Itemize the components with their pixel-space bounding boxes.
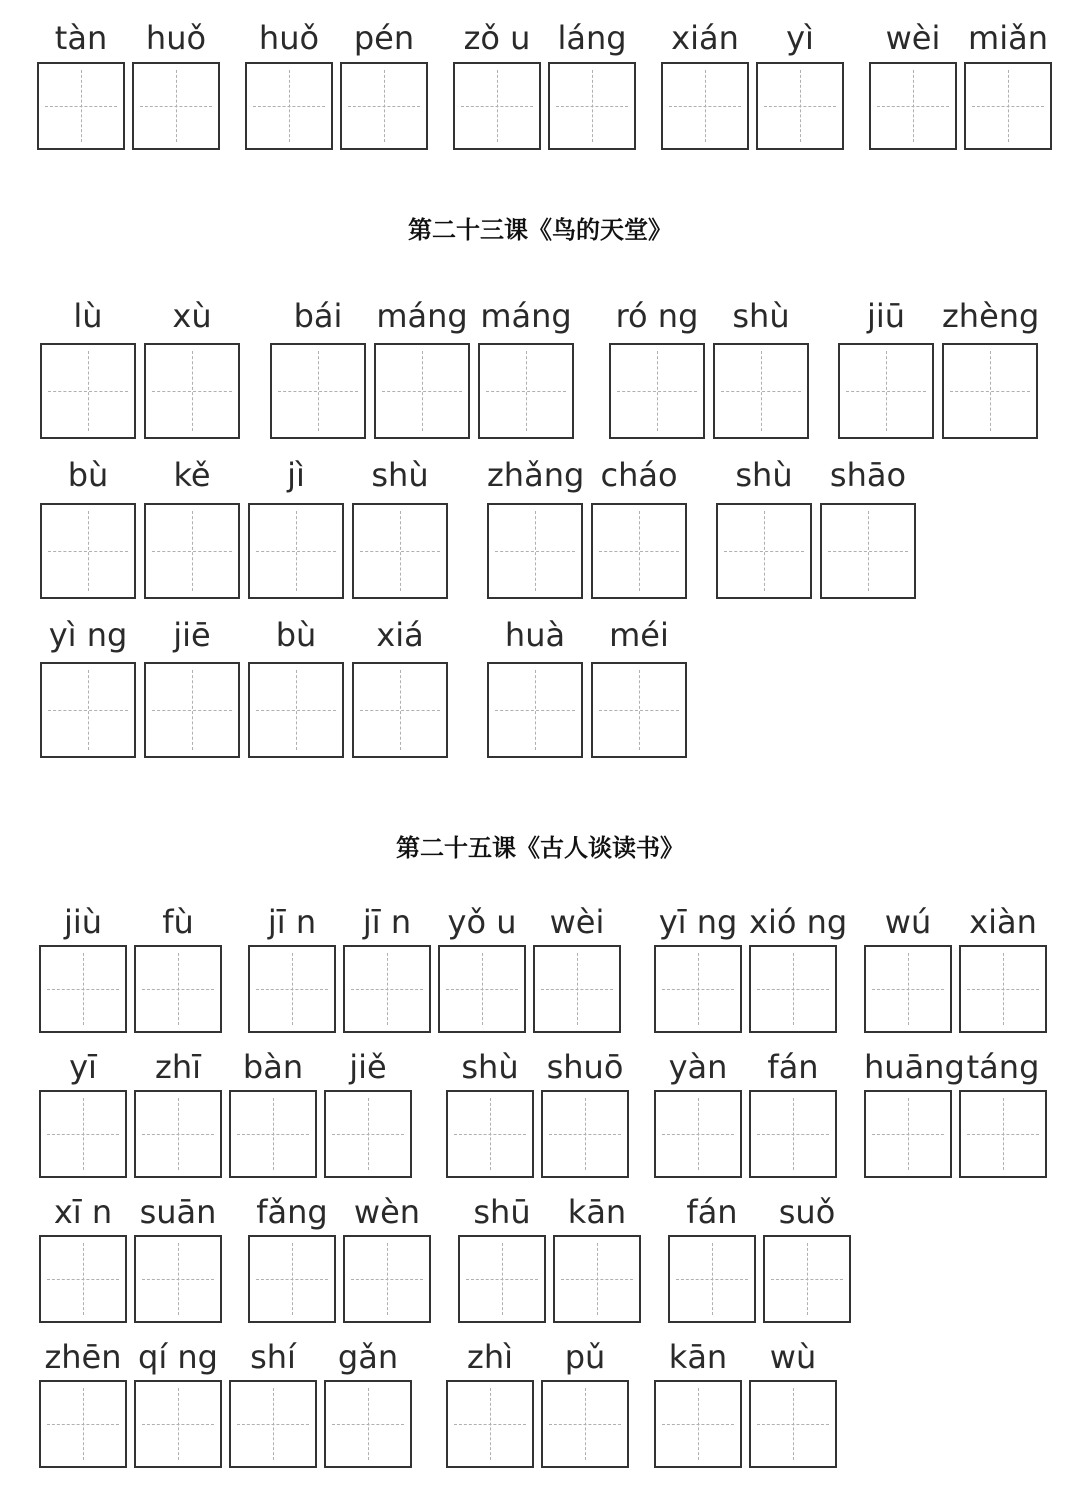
pinyin-label: kān [668, 1338, 728, 1376]
character-writing-box[interactable] [487, 503, 583, 599]
character-writing-box[interactable] [37, 62, 125, 150]
character-writing-box[interactable] [134, 1380, 222, 1468]
character-writing-box[interactable] [838, 343, 934, 439]
character-writing-box[interactable] [229, 1380, 317, 1468]
pinyin-label: wèi [549, 903, 605, 941]
pinyin-label: zǒ u [463, 19, 531, 57]
character-writing-box[interactable] [352, 662, 448, 758]
character-writing-box[interactable] [134, 945, 222, 1033]
pinyin-label: yàn [668, 1048, 728, 1086]
pinyin-label: ró ng [615, 297, 699, 335]
pinyin-label: miǎn [968, 19, 1048, 57]
character-writing-box[interactable] [869, 62, 957, 150]
character-writing-box[interactable] [661, 62, 749, 150]
pinyin-label: yǒ u [447, 903, 517, 941]
character-writing-box[interactable] [763, 1235, 851, 1323]
character-writing-box[interactable] [39, 945, 127, 1033]
pinyin-label: huà [504, 616, 566, 654]
pinyin-label: bù [67, 456, 109, 494]
pinyin-label: pǔ [564, 1338, 606, 1376]
character-writing-box[interactable] [553, 1235, 641, 1323]
character-writing-box[interactable] [352, 503, 448, 599]
pinyin-label: jī n [362, 903, 412, 941]
character-writing-box[interactable] [144, 503, 240, 599]
pinyin-label: jiū [866, 297, 906, 335]
character-writing-box[interactable] [340, 62, 428, 150]
pinyin-label: huāng [864, 1048, 965, 1086]
character-writing-box[interactable] [756, 62, 844, 150]
pinyin-label: wèn [353, 1193, 421, 1231]
pinyin-label: wèi [885, 19, 941, 57]
character-writing-box[interactable] [40, 662, 136, 758]
pinyin-label: méi [609, 616, 669, 654]
character-writing-box[interactable] [654, 945, 742, 1033]
pinyin-label: zhì [467, 1338, 513, 1376]
pinyin-label: xī n [53, 1193, 113, 1231]
character-writing-box[interactable] [39, 1235, 127, 1323]
character-writing-box[interactable] [39, 1380, 127, 1468]
character-writing-box[interactable] [343, 945, 431, 1033]
pinyin-label: shí [250, 1338, 296, 1376]
character-writing-box[interactable] [270, 343, 366, 439]
character-writing-box[interactable] [541, 1090, 629, 1178]
lesson-title: 第二十五课《古人谈读书》 [396, 833, 684, 862]
pinyin-label: gǎn [337, 1338, 399, 1376]
pinyin-label: xù [172, 297, 212, 335]
character-writing-box[interactable] [959, 1090, 1047, 1178]
character-writing-box[interactable] [864, 945, 952, 1033]
character-writing-box[interactable] [668, 1235, 756, 1323]
pinyin-label: suǒ [778, 1193, 836, 1231]
character-writing-box[interactable] [487, 662, 583, 758]
character-writing-box[interactable] [248, 945, 336, 1033]
character-writing-box[interactable] [248, 662, 344, 758]
character-writing-box[interactable] [458, 1235, 546, 1323]
character-writing-box[interactable] [959, 945, 1047, 1033]
pinyin-label: qí ng [138, 1338, 218, 1376]
pinyin-label: fán [767, 1048, 819, 1086]
character-writing-box[interactable] [453, 62, 541, 150]
pinyin-label: fù [162, 903, 194, 941]
pinyin-label: táng [966, 1048, 1040, 1086]
character-writing-box[interactable] [820, 503, 916, 599]
pinyin-label: fǎng [256, 1193, 328, 1231]
pinyin-label: cháo [600, 456, 678, 494]
character-writing-box[interactable] [716, 503, 812, 599]
pinyin-label: jiē [173, 616, 211, 654]
pinyin-label: shāo [829, 456, 907, 494]
character-writing-box[interactable] [609, 343, 705, 439]
character-writing-box[interactable] [654, 1090, 742, 1178]
pinyin-label: zhēn [44, 1338, 122, 1376]
pinyin-label: shuō [546, 1048, 624, 1086]
character-writing-box[interactable] [374, 343, 470, 439]
pinyin-label: shū [473, 1193, 531, 1231]
pinyin-label: bái [293, 297, 343, 335]
character-writing-box[interactable] [541, 1380, 629, 1468]
character-writing-box[interactable] [134, 1090, 222, 1178]
pinyin-label: wù [769, 1338, 817, 1376]
character-writing-box[interactable] [248, 503, 344, 599]
character-writing-box[interactable] [446, 1380, 534, 1468]
character-writing-box[interactable] [654, 1380, 742, 1468]
pinyin-label: shù [735, 456, 793, 494]
character-writing-box[interactable] [446, 1090, 534, 1178]
character-writing-box[interactable] [591, 662, 687, 758]
pinyin-label: wú [884, 903, 932, 941]
character-writing-box[interactable] [134, 1235, 222, 1323]
pinyin-label: jì [287, 456, 305, 494]
character-writing-box[interactable] [324, 1090, 412, 1178]
character-writing-box[interactable] [713, 343, 809, 439]
pinyin-label: xián [671, 19, 739, 57]
pinyin-label: yī ng [658, 903, 738, 941]
character-writing-box[interactable] [40, 503, 136, 599]
character-writing-box[interactable] [132, 62, 220, 150]
pinyin-label: shù [732, 297, 790, 335]
character-writing-box[interactable] [964, 62, 1052, 150]
character-writing-box[interactable] [749, 1090, 837, 1178]
pinyin-label: jiù [63, 903, 103, 941]
pinyin-label: tàn [54, 19, 108, 57]
pinyin-label: jiě [349, 1048, 387, 1086]
pinyin-label: huǒ [145, 19, 207, 57]
character-writing-box[interactable] [864, 1090, 952, 1178]
pinyin-label: huǒ [258, 19, 320, 57]
character-writing-box[interactable] [245, 62, 333, 150]
pinyin-label: xiàn [969, 903, 1037, 941]
lesson-title: 第二十三课《鸟的天堂》 [408, 215, 672, 244]
pinyin-label: máng [376, 297, 468, 335]
pinyin-label: fán [686, 1193, 738, 1231]
character-writing-box[interactable] [749, 945, 837, 1033]
character-writing-box[interactable] [942, 343, 1038, 439]
pinyin-label: shù [461, 1048, 519, 1086]
character-writing-box[interactable] [40, 343, 136, 439]
pinyin-label: kān [567, 1193, 627, 1231]
pinyin-label: pén [353, 19, 415, 57]
character-writing-box[interactable] [343, 1235, 431, 1323]
pinyin-label: máng [480, 297, 572, 335]
character-writing-box[interactable] [144, 662, 240, 758]
pinyin-label: shù [371, 456, 429, 494]
character-writing-box[interactable] [533, 945, 621, 1033]
pinyin-label: láng [557, 19, 627, 57]
pinyin-label: xió ng [749, 903, 848, 941]
character-writing-box[interactable] [548, 62, 636, 150]
pinyin-label: zhèng [942, 297, 1040, 335]
character-writing-box[interactable] [591, 503, 687, 599]
pinyin-label: kě [173, 456, 211, 494]
pinyin-label: yì ng [48, 616, 128, 654]
pinyin-label: zhī [155, 1048, 201, 1086]
character-writing-box[interactable] [749, 1380, 837, 1468]
character-writing-box[interactable] [39, 1090, 127, 1178]
pinyin-label: bù [275, 616, 317, 654]
character-writing-box[interactable] [229, 1090, 317, 1178]
pinyin-label: bàn [242, 1048, 304, 1086]
pinyin-label: yì [786, 19, 814, 57]
character-writing-box[interactable] [248, 1235, 336, 1323]
character-writing-box[interactable] [144, 343, 240, 439]
character-writing-box[interactable] [478, 343, 574, 439]
character-writing-box[interactable] [324, 1380, 412, 1468]
pinyin-label: yī [69, 1048, 97, 1086]
pinyin-label: suān [139, 1193, 217, 1231]
pinyin-label: zhǎng [487, 456, 585, 494]
pinyin-label: lù [73, 297, 103, 335]
character-writing-box[interactable] [438, 945, 526, 1033]
pinyin-label: jī n [267, 903, 317, 941]
pinyin-label: xiá [376, 616, 424, 654]
